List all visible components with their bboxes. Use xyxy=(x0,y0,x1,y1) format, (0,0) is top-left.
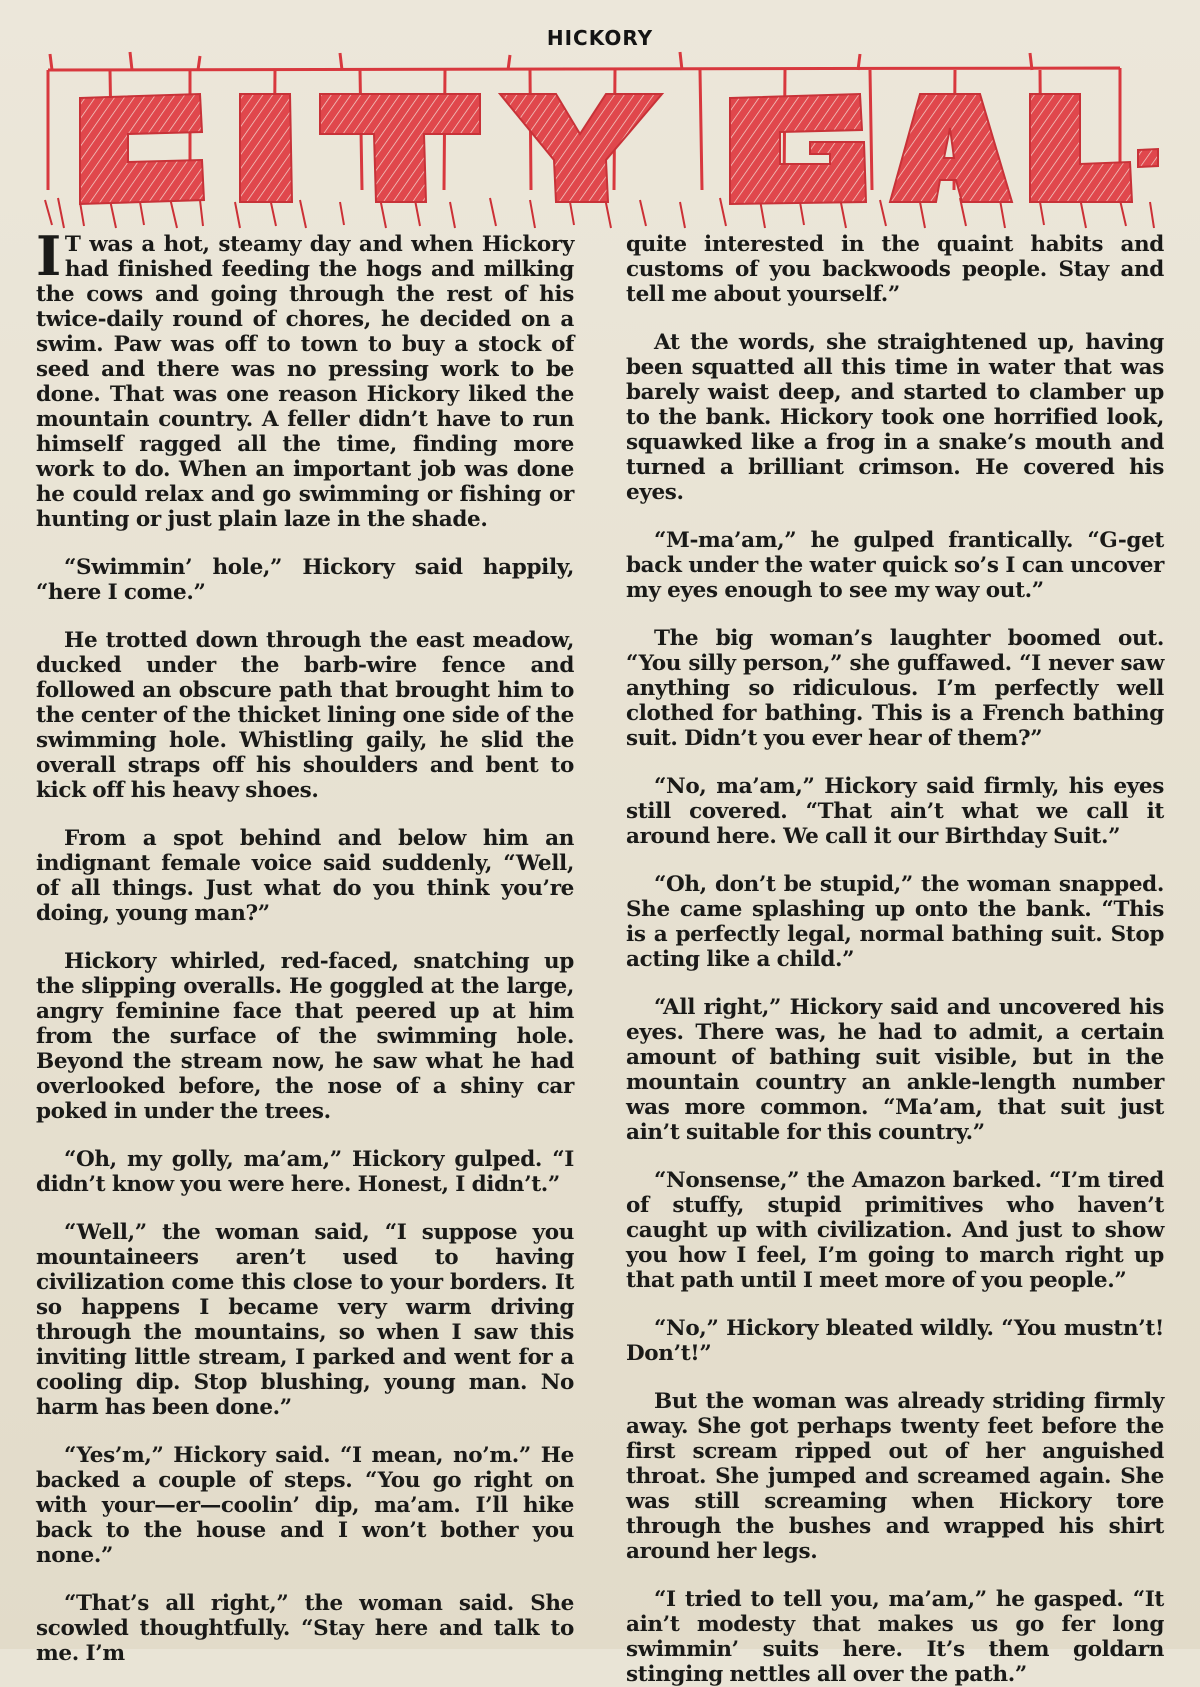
paragraph: From a spot behind and below him an indignant female voice said suddenly, “Well, of all things. Just what do you think you’re doing, young man?” xyxy=(36,826,574,926)
paragraph: “I tried to tell you, ma’am,” he gasped. “It ain’t modesty that makes us go fer long swimmin’ suits here. It’s them goldarn stinging nettles all over the path.” xyxy=(626,1587,1164,1687)
paragraph: “Swimmin’ hole,” Hickory said happily, “here I come.” xyxy=(36,555,574,605)
paragraph: “Well,” the woman said, “I suppose you mountaineers aren’t used to having civilization come this close to your borders. It so happens I became very warm driving through the mountains, so when I saw this inviting little stream, I parked and went for a cooling dip. Stop blushing, young man. No harm has been done.” xyxy=(36,1220,574,1420)
paragraph-text: T was a hot, steamy day and when Hickory had finished feeding the hogs and milking the cows and going through the rest of his twice-daily round of chores, he decided on a swim. Paw was off to town to buy a stock of seed and there was no pressing work to be done. That was one reason Hickory liked the mountain country. A feller didn’t have to run himself ragged all the time, finding more work to do. When an important job was done he could relax and go swimming or fishing or hunting or just plain laze in the shade. xyxy=(36,232,574,532)
right-column xyxy=(626,232,1164,1687)
paragraph: “Oh, my golly, ma’am,” Hickory gulped. “I didn’t know you were here. Honest, I didn’t.” xyxy=(36,1147,574,1197)
title-text: CITY GAL xyxy=(597,235,603,236)
paragraph xyxy=(36,224,574,532)
dropcap: I xyxy=(36,224,61,288)
paragraph: The big woman’s laughter boomed out. “You silly person,” she guffawed. “I never saw anything so ridiculous. I’m perfectly well clothed for bathing. This is a French bathing suit. Didn’t you ever hear of them?” xyxy=(626,626,1164,751)
paragraph: “Nonsense,” the Amazon barked. “I’m tired of stuffy, stupid primitives who haven’t caught up with civilization. And just to show you how I feel, I’m going to march right up that path until I meet more of you people.” xyxy=(626,1168,1164,1293)
paragraph: “No, ma’am,” Hickory said firmly, his eyes still covered. “That ain’t what we call it around here. We call it our Birthday Suit.” xyxy=(626,774,1164,849)
paragraph: At the words, she straightened up, having been squatted all this time in water that was barely waist deep, and started to clamber up to the bank. Hickory took one horrified look, squawked like a frog in a snake’s mouth and turned a brilliant crimson. He covered his eyes. xyxy=(626,330,1164,505)
paragraph: He trotted down through the east meadow, ducked under the barb-wire fence and followed an obscure path that brought him to the center of the thicket lining one side of the swimming hole. Whistling gaily, he slid the overall straps off his shoulders and bent to kick off his heavy shoes. xyxy=(36,628,574,803)
article-columns xyxy=(36,224,1164,1687)
paragraph: But the woman was already striding firmly away. She got perhaps twenty feet before the first scream ripped out of her anguished throat. She jumped and screamed again. She was still screaming when Hickory tore through the bushes and wrapped his shirt around her legs. xyxy=(626,1389,1164,1564)
paragraph: “M-ma’am,” he gulped frantically. “G-get back under the water quick so’s I can uncover my eyes enough to see my way out.” xyxy=(626,528,1164,603)
title-letters xyxy=(80,94,1158,204)
paragraph: Hickory whirled, red-faced, snatching up the slipping overalls. He goggled at the large, angry feminine face that peered up at him from the surface of the swimming hole. Beyond the stream now, he saw what he had overlooked before, the nose of a shiny car poked in under the trees. xyxy=(36,949,574,1124)
paragraph: “That’s all right,” the woman said. She scowled thoughtfully. “Stay here and talk to me. I’m xyxy=(36,1591,574,1666)
paragraph: quite interested in the quaint habits and customs of you backwoods people. Stay and tell me about yourself.” xyxy=(626,232,1164,307)
running-head: HICKORY xyxy=(546,26,654,50)
paragraph: “All right,” Hickory said and uncovered his eyes. There was, he had to admit, a certain amount of bathing suit visible, but in the mountain country an ankle-length number was more common. “Ma’am, that suit just ain’t suitable for this country.” xyxy=(626,995,1164,1145)
left-column xyxy=(36,224,574,1666)
title-banner xyxy=(40,50,1160,240)
paragraph: “Oh, don’t be stupid,” the woman snapped. She came splashing up onto the bank. “This is a perfectly legal, normal bathing suit. Stop acting like a child.” xyxy=(626,872,1164,972)
paragraph: “Yes’m,” Hickory said. “I mean, no’m.” He backed a couple of steps. “You go right on with your—er—coolin’ dip, ma’am. I’ll hike back to the house and I won’t bother you none.” xyxy=(36,1443,574,1568)
paragraph: “No,” Hickory bleated wildly. “You mustn’t! Don’t!” xyxy=(626,1316,1164,1366)
